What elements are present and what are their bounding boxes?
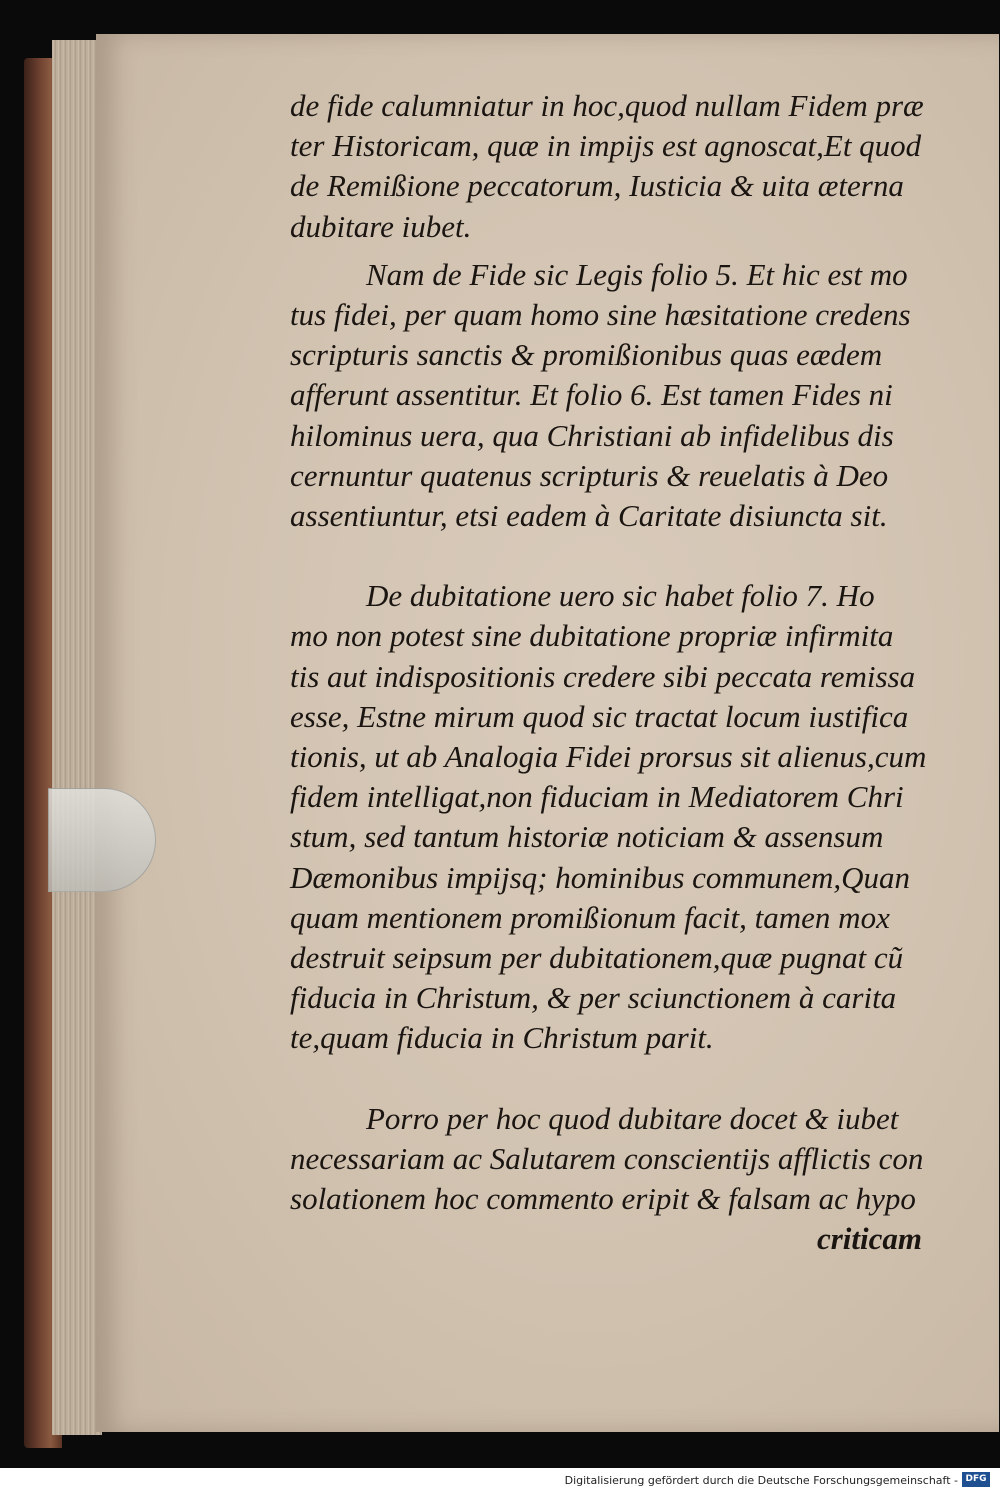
page-text [290, 86, 930, 1259]
text-line: De dubitatione uero sic habet folio 7. Ho [366, 578, 875, 614]
dfg-logo-icon: DFG [962, 1472, 990, 1487]
text-line: Porro per hoc quod dubitare docet & iubet [366, 1100, 899, 1136]
text-line: te,quam fiducia in Christum parit. [290, 1020, 714, 1056]
funding-credit: Digitalisierung gefördert durch die Deutsche Forschungsgemeinschaft - [564, 1474, 958, 1487]
page-stack-edge [52, 40, 102, 1435]
catchword: criticam [816, 1221, 922, 1257]
text-line: ter Historicam, quæ in impijs est agnoscat,Et quod [290, 128, 922, 164]
text-line: mo non potest sine dubitatione propriæ infirmita [290, 618, 894, 654]
text-line: de fide calumniatur in hoc,quod nullam Fidem præ [290, 88, 924, 123]
text-line: fidem intelligat,non fiduciam in Mediatorem Chri [290, 779, 904, 815]
text-line: necessariam ac Salutarem conscientijs afflictis con [290, 1140, 924, 1176]
paragraph-3 [290, 576, 930, 1058]
page-clip [48, 788, 156, 892]
text-line: cernuntur quatenus scripturis & reuelatis à Deo [290, 457, 889, 493]
paragraph-4 [290, 1099, 930, 1260]
text-line: scripturis sanctis & promißionibus quas eædem [290, 337, 883, 373]
text-line: esse, Estne mirum quod sic tractat locum iustifica [290, 698, 909, 734]
text-line: solationem hoc commento eripit & falsam ac hypo [290, 1181, 916, 1217]
text-line: dubitare iubet. [290, 208, 472, 244]
text-line: tionis, ut ab Analogia Fidei prorsus sit alienus,cum [290, 739, 927, 775]
text-line: hilominus uera, qua Christiani ab infidelibus dis [290, 417, 894, 453]
text-line: Nam de Fide sic Legis folio 5. Et hic est mo [366, 256, 908, 292]
paragraph-1 [290, 86, 930, 247]
footer-bar [0, 1468, 1000, 1492]
text-line: fiducia in Christum, & per sciunctionem à carita [290, 980, 897, 1016]
text-line: destruit seipsum per dubitationem,quæ pugnat cũ [290, 940, 904, 976]
text-line: tis aut indispositionis credere sibi peccata remissa [290, 658, 916, 694]
text-line: de Remißione peccatorum, Iusticia & uita æterna [290, 168, 904, 204]
text-line: stum, sed tantum historiæ noticiam & assensum [290, 819, 884, 855]
text-line: assentiuntur, etsi eadem à Caritate disiuncta sit. [290, 498, 888, 534]
text-line: afferunt assentitur. Et folio 6. Est tamen Fides ni [290, 377, 893, 413]
paragraph-2 [290, 255, 930, 536]
text-line: Dæmonibus impijsq; hominibus communem,Quan [290, 859, 910, 895]
text-line: quam mentionem promißionum facit, tamen mox [290, 899, 890, 935]
text-line: tus fidei, per quam homo sine hæsitatione credens [290, 297, 911, 333]
